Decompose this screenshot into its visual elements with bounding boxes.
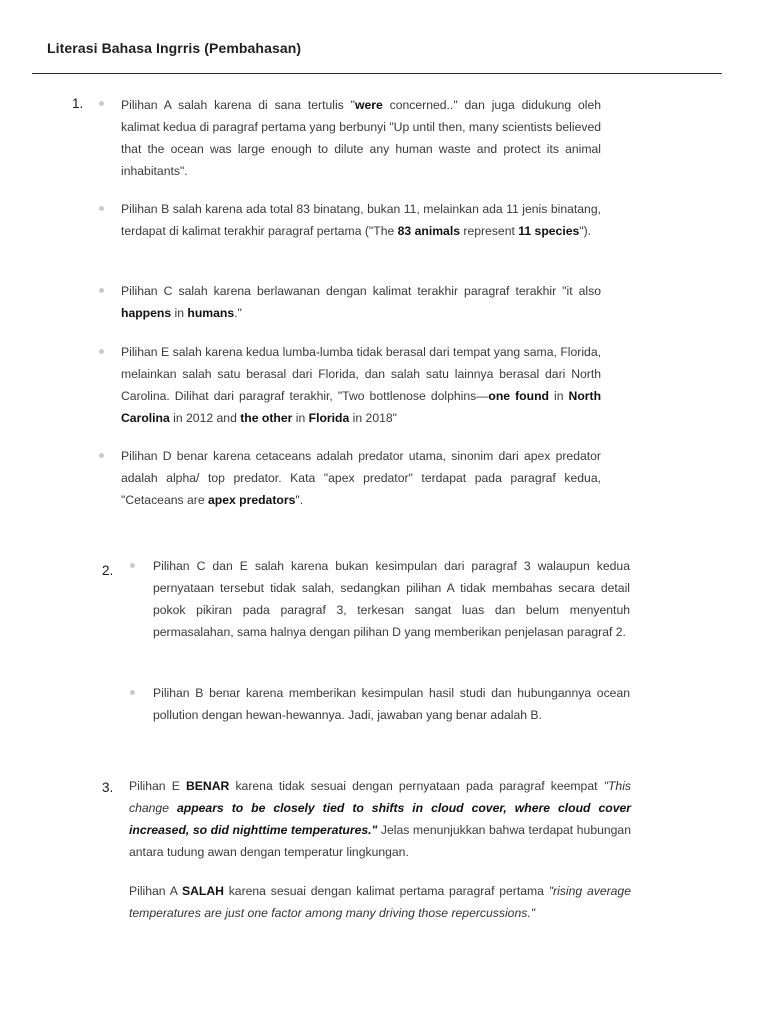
document-title: Literasi Bahasa Ingrris (Pembahasan): [47, 40, 302, 56]
question-number-1: 1.: [72, 96, 84, 111]
bullet-icon: [130, 563, 135, 568]
q1-option-e-explanation: Pilihan E salah karena kedua lumba-lumba tidak berasal dari tempat yang sama, Florida, melainkan salah satu berasal dari Florida, dan salah satu lainnya berasal dari North Carolina. Dilihat dari paragraf terakhir, "Two bottlenose dolphins—one found in North Carolina in 2012 and the other in Florida in 2018": [121, 345, 602, 425]
bullet-icon: [99, 206, 104, 211]
header-divider: [32, 73, 722, 74]
q3-option-e-explanation: Pilihan E BENAR karena tidak sesuai dengan pernyataan pada paragraf keempat "This change appears to be closely tied to shifts in cloud cover, where cloud cover increased, so did nighttime temperatures." Jelas menunjukkan bahwa terdapat hubungan antara tudung awan dengan temperatur lingkungan.: [129, 779, 631, 859]
q1-option-b-explanation: Pilihan B salah karena ada total 83 binatang, bukan 11, melainkan ada 11 jenis binatang, terdapat di kalimat terakhir paragraf pertama ("The 83 animals represent 11 species").: [121, 202, 601, 238]
q2-option-b-explanation: Pilihan B benar karena memberikan kesimpulan hasil studi dan hubungannya ocean pollution dengan hewan-hewannya. Jadi, jawaban yang benar adalah B.: [153, 686, 630, 722]
bullet-icon: [130, 690, 135, 695]
bullet-icon: [99, 288, 104, 293]
q1-option-a-explanation: Pilihan A salah karena di sana tertulis "were concerned.." dan juga didukung oleh kalimat kedua di paragraf pertama yang berbunyi "Up until then, many scientists believed that the ocean was large enough to dilute any human waste and protect its animal inhabitants".: [121, 98, 601, 178]
question-number-2: 2.: [102, 563, 114, 578]
q1-option-d-explanation: Pilihan D benar karena cetaceans adalah predator utama, sinonim dari apex predator adalah alpha/ top predator. Kata "apex predator" terdapat pada paragraf kedua, "Cetaceans are apex predators".: [121, 449, 601, 507]
q1-option-c-explanation: Pilihan C salah karena berlawanan dengan kalimat terakhir paragraf terakhir "it also happens in humans.": [121, 284, 601, 320]
bullet-icon: [99, 349, 104, 354]
bullet-icon: [99, 453, 104, 458]
question-number-3: 3.: [102, 780, 114, 795]
q3-option-a-explanation: Pilihan A SALAH karena sesuai dengan kalimat pertama paragraf pertama "rising average temperatures are just one factor among many driving those repercussions.": [129, 884, 631, 920]
bullet-icon: [99, 101, 104, 106]
q2-option-ce-explanation: Pilihan C dan E salah karena bukan kesimpulan dari paragraf 3 walaupun kedua pernyataan tersebut tidak salah, sedangkan pilihan A tidak membahas secara detail pokok pikiran pada paragraf 3, terkesan sangat luas dan belum menyentuh permasalahan, sama halnya dengan pilihan D yang memberikan penjelasan paragraf 2.: [153, 559, 630, 639]
